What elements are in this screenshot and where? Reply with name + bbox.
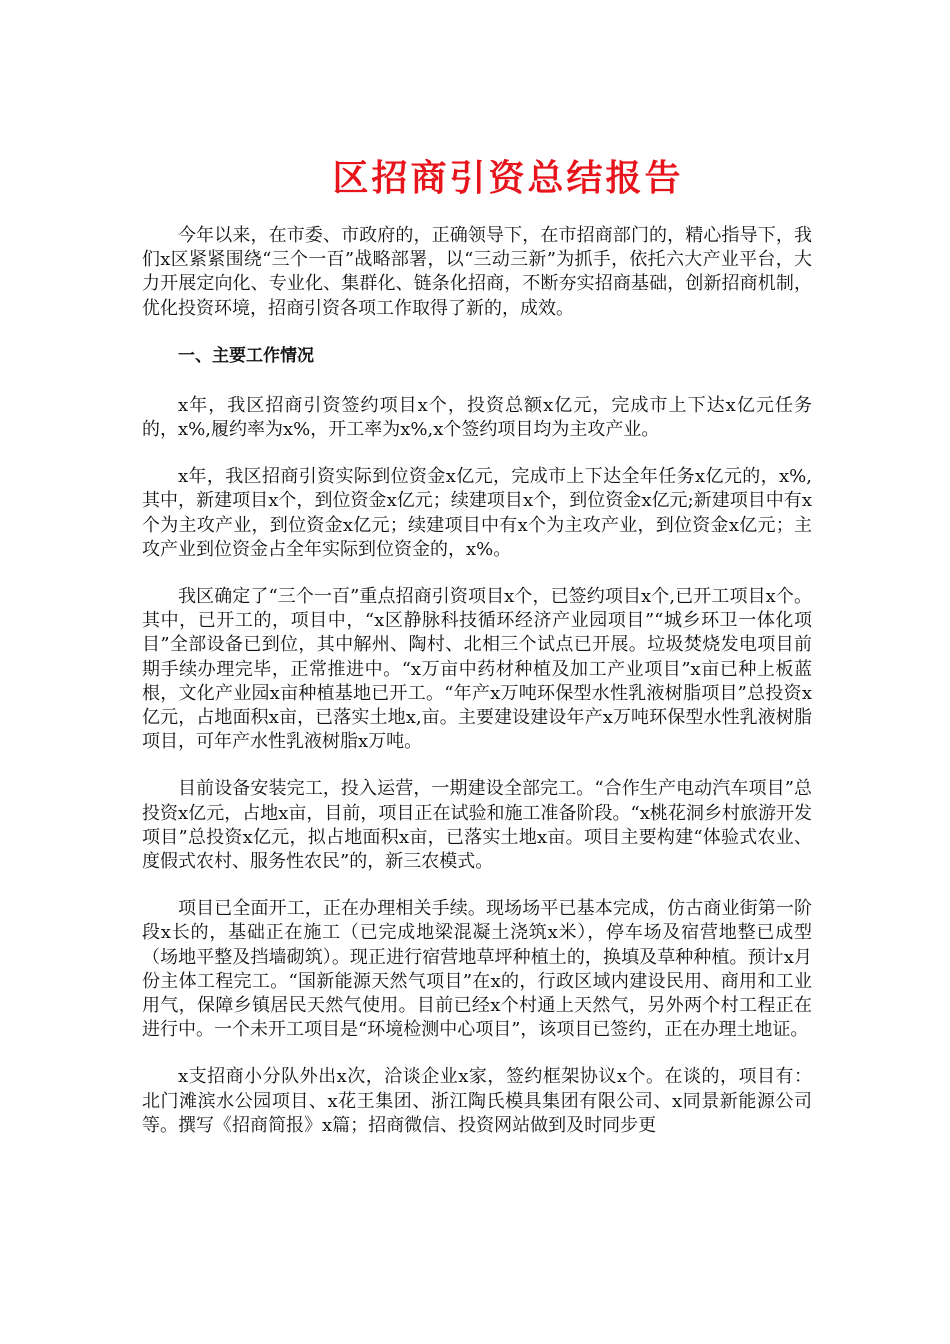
section-heading: 一、主要工作情况	[178, 345, 314, 366]
paragraph-investment-teams: x支招商小分队外出x次，洽谈企业x家，签约框架协议x个。在谈的，项目有：北门滩滨水公园项目、x花王集团、浙江陶氏模具集团有限公司、x同景新能源公司等。撰写《招商简报》x篇；招商微信、投资网站做到及时同步更	[142, 1066, 812, 1136]
document-title: 区招商引资总结报告	[332, 157, 684, 199]
paragraph-signing: x年，我区招商引资签约项目x个，投资总额x亿元，完成市上下达x亿元任务的，x%,履约率为x%，开工率为x%,x个签约项目均为主攻产业。	[142, 394, 812, 441]
paragraph-operations: 目前设备安装完工，投入运营，一期建设全部完工。“合作生产电动汽车项目”总投资x亿元，占地x亩，目前，项目正在试验和施工准备阶段。“x桃花洞乡村旅游开发项目”总投资x亿元，拟占地面积x亩，已落实土地x亩。项目主要构建“体验式农业、度假式农村、服务性农民”的，新三农模式。	[142, 778, 812, 873]
document-body	[142, 224, 812, 1161]
paragraph-intro: 今年以来，在市委、市政府的，正确领导下，在市招商部门的，精心指导下，我们x区紧紧围绕“三个一百”战略部署，以“三动三新”为抓手，依托六大产业平台，大力开展定向化、专业化、集群化、链条化招商，不断夯实招商基础，创新招商机制，优化投资环境，招商引资各项工作取得了新的，成效。	[142, 225, 812, 319]
paragraph-construction: 项目已全面开工，正在办理相关手续。现场场平已基本完成，仿古商业街第一阶段x长的，基础正在施工（已完成地梁混凝土浇筑x米），停车场及宿营地整已成型（场地平整及挡墙砌筑）。现正进行宿营地草坪种植土的，换填及草种种植。预计x月份主体工程完工。“国新能源天然气项目”在x的，行政区域内建设民用、商用和工业用气，保障乡镇居民天然气使用。目前已经x个村通上天然气，另外两个村工程正在进行中。一个未开工项目是“环境检测中心项目”，该项目已签约，正在办理土地证。	[142, 898, 812, 1041]
paragraph-key-projects: 我区确定了“三个一百”重点招商引资项目x个，已签约项目x个,已开工项目x个。其中，已开工的，项目中，“x区静脉科技循环经济产业园项目”“城乡环卫一体化项目”全部设备已到位，其中解州、陶村、北相三个试点已开展。垃圾焚烧发电项目前期手续办理完毕，正常推进中。“x万亩中药材种植及加工产业项目”x亩已种上板蓝根，文化产业园x亩种植基地已开工。“年产x万吨环保型水性乳液树脂项目”总投资x亿元，占地面积x亩，已落实土地x,亩。主要建设建设年产x万吨环保型水性乳液树脂项目，可年产水性乳液树脂x万吨。	[142, 586, 812, 753]
paragraph-funds: x年，我区招商引资实际到位资金x亿元，完成市上下达全年任务x亿元的，x%,其中，新建项目x个，到位资金x亿元；续建项目x个，到位资金x亿元;新建项目中有x个为主攻产业，到位资金x亿元；续建项目中有x个为主攻产业，到位资金x亿元；主攻产业到位资金占全年实际到位资金的，x%。	[142, 466, 812, 560]
